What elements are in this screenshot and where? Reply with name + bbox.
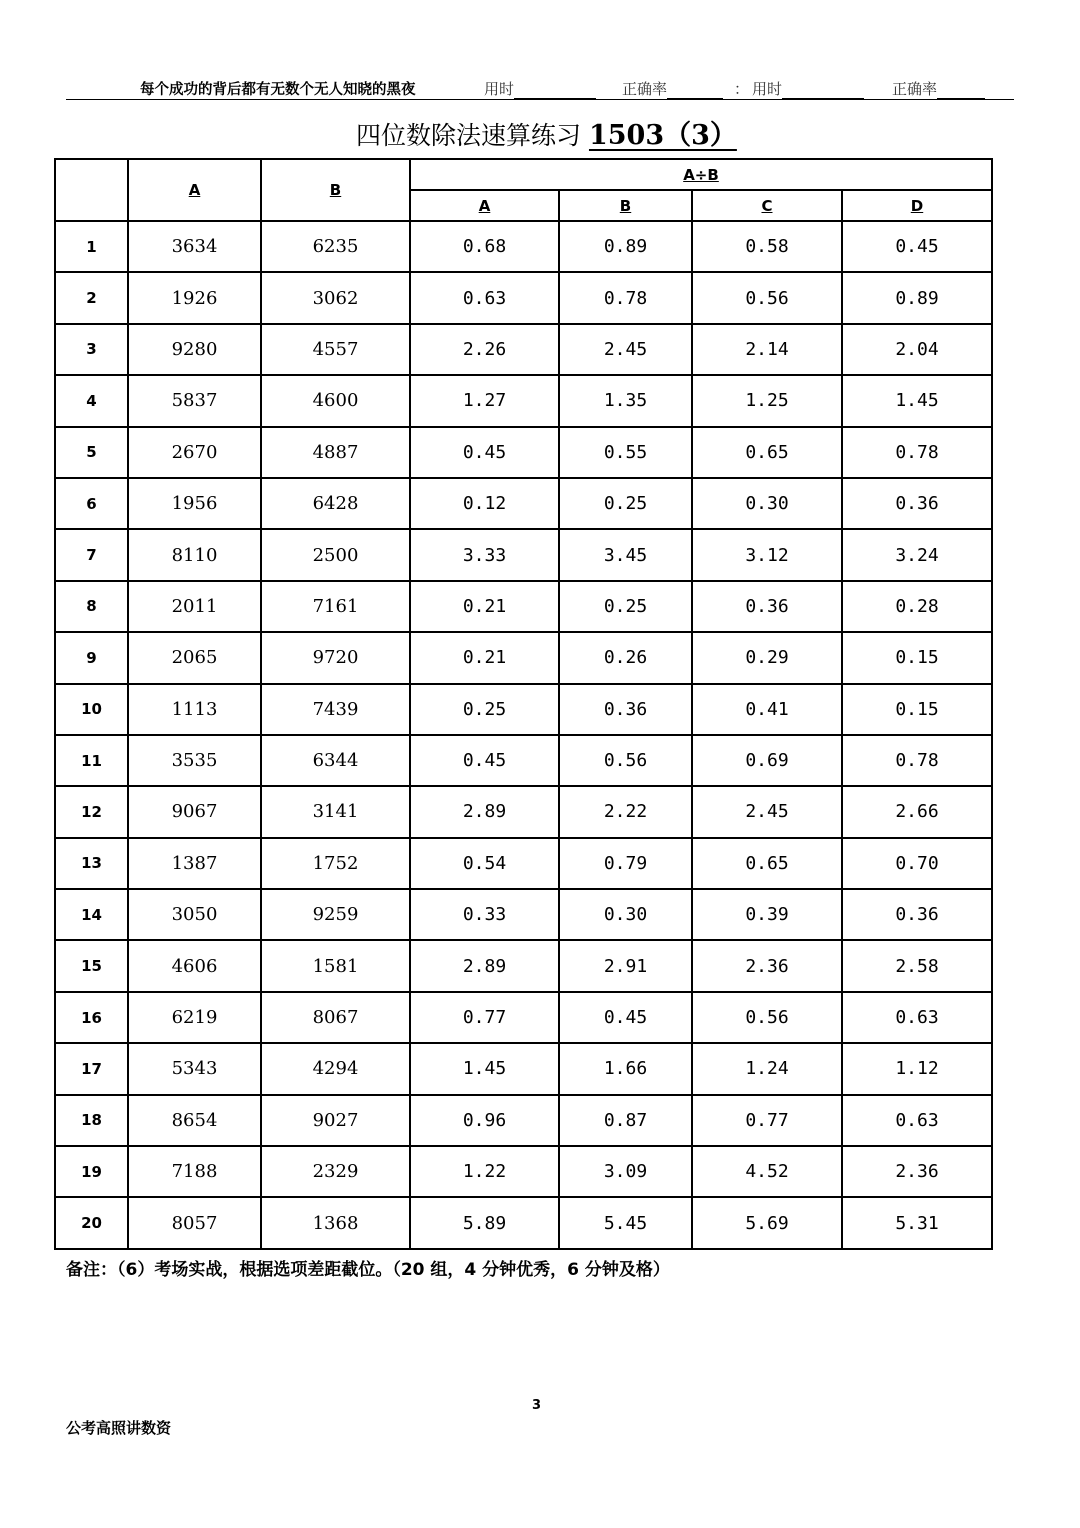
row-number: 18 (55, 1095, 128, 1146)
time-field-2 (752, 78, 864, 99)
option-b: 0.79 (559, 838, 692, 889)
option-b: 0.36 (559, 684, 692, 735)
option-b: 0.78 (559, 272, 692, 323)
option-b: 0.25 (559, 478, 692, 529)
option-a: 3.33 (410, 529, 559, 580)
option-d: 0.78 (842, 427, 992, 478)
row-number: 3 (55, 324, 128, 375)
table-body (55, 221, 992, 1249)
cell-b: 1752 (261, 838, 410, 889)
row-number: 17 (55, 1043, 128, 1094)
option-a: 5.89 (410, 1197, 559, 1248)
cell-a: 3050 (128, 889, 261, 940)
option-c: 0.65 (692, 838, 842, 889)
option-c: 0.58 (692, 221, 842, 272)
table-row (55, 324, 992, 375)
header-b: B (261, 159, 410, 221)
option-a: 0.25 (410, 684, 559, 735)
page-title (356, 113, 737, 151)
row-number: 10 (55, 684, 128, 735)
option-d: 0.15 (842, 684, 992, 735)
option-d: 0.63 (842, 1095, 992, 1146)
option-c: 2.36 (692, 940, 842, 991)
cell-a: 5837 (128, 375, 261, 426)
option-d: 0.78 (842, 735, 992, 786)
header-quotient-group: A÷B (410, 159, 992, 190)
row-number: 11 (55, 735, 128, 786)
option-d: 0.36 (842, 478, 992, 529)
table-row (55, 427, 992, 478)
cell-a: 1113 (128, 684, 261, 735)
time-label-2: 用时 (752, 80, 783, 98)
table-row (55, 735, 992, 786)
row-number: 20 (55, 1197, 128, 1248)
option-d: 0.45 (842, 221, 992, 272)
time-label-1: 用时 (484, 80, 515, 98)
accuracy-blank-1[interactable] (667, 83, 723, 99)
option-c: 0.65 (692, 427, 842, 478)
option-b: 2.45 (559, 324, 692, 375)
row-number: 8 (55, 581, 128, 632)
header-option-a: A (410, 190, 559, 221)
option-a: 0.63 (410, 272, 559, 323)
table-row (55, 940, 992, 991)
accuracy-field-2 (892, 78, 985, 99)
option-c: 4.52 (692, 1146, 842, 1197)
cell-a: 3535 (128, 735, 261, 786)
option-a: 1.45 (410, 1043, 559, 1094)
row-number: 6 (55, 478, 128, 529)
time-blank-1[interactable] (514, 83, 596, 99)
row-number: 14 (55, 889, 128, 940)
row-number: 9 (55, 632, 128, 683)
option-a: 1.27 (410, 375, 559, 426)
cell-b: 4600 (261, 375, 410, 426)
footer-brand: 公考高照讲数资 (66, 1419, 172, 1437)
cell-b: 9720 (261, 632, 410, 683)
option-d: 0.36 (842, 889, 992, 940)
cell-a: 8057 (128, 1197, 261, 1248)
option-b: 2.91 (559, 940, 692, 991)
option-b: 0.89 (559, 221, 692, 272)
option-b: 0.25 (559, 581, 692, 632)
table-row (55, 375, 992, 426)
option-c: 0.56 (692, 272, 842, 323)
option-a: 0.68 (410, 221, 559, 272)
cell-a: 3634 (128, 221, 261, 272)
accuracy-blank-2[interactable] (937, 83, 985, 99)
cell-a: 9067 (128, 786, 261, 837)
row-number: 1 (55, 221, 128, 272)
table-row (55, 272, 992, 323)
cell-b: 6344 (261, 735, 410, 786)
option-d: 2.58 (842, 940, 992, 991)
option-b: 0.87 (559, 1095, 692, 1146)
row-number: 16 (55, 992, 128, 1043)
cell-b: 3062 (261, 272, 410, 323)
option-b: 3.09 (559, 1146, 692, 1197)
option-c: 0.29 (692, 632, 842, 683)
cell-b: 8067 (261, 992, 410, 1043)
table-row (55, 684, 992, 735)
cell-a: 2065 (128, 632, 261, 683)
cell-a: 1956 (128, 478, 261, 529)
cell-a: 2670 (128, 427, 261, 478)
cell-a: 1926 (128, 272, 261, 323)
option-d: 2.04 (842, 324, 992, 375)
cell-b: 9027 (261, 1095, 410, 1146)
option-d: 2.66 (842, 786, 992, 837)
option-c: 1.25 (692, 375, 842, 426)
cell-b: 4887 (261, 427, 410, 478)
cell-b: 3141 (261, 786, 410, 837)
option-a: 2.89 (410, 940, 559, 991)
option-d: 2.36 (842, 1146, 992, 1197)
header-option-c: C (692, 190, 842, 221)
header-option-b: B (559, 190, 692, 221)
option-c: 2.14 (692, 324, 842, 375)
cell-b: 4557 (261, 324, 410, 375)
accuracy-label-1: 正确率 (622, 80, 668, 98)
option-b: 0.30 (559, 889, 692, 940)
cell-b: 7439 (261, 684, 410, 735)
option-d: 5.31 (842, 1197, 992, 1248)
cell-b: 6235 (261, 221, 410, 272)
header-index (55, 159, 128, 221)
option-b: 0.55 (559, 427, 692, 478)
option-c: 2.45 (692, 786, 842, 837)
option-d: 0.89 (842, 272, 992, 323)
option-b: 1.35 (559, 375, 692, 426)
option-c: 0.41 (692, 684, 842, 735)
time-blank-2[interactable] (782, 83, 864, 99)
row-number: 2 (55, 272, 128, 323)
header-motto: 每个成功的背后都有无数个无人知晓的黑夜 (140, 82, 416, 98)
accuracy-field-1 (622, 78, 723, 99)
option-c: 0.69 (692, 735, 842, 786)
cell-b: 4294 (261, 1043, 410, 1094)
accuracy-label-2: 正确率 (892, 80, 938, 98)
table-row (55, 1197, 992, 1248)
note-text: 备注：（6）考场实战，根据选项差距截位。（20 组，4 分钟优秀，6 分钟及格） (66, 1260, 670, 1280)
table-row (55, 221, 992, 272)
option-a: 0.12 (410, 478, 559, 529)
option-c: 0.36 (692, 581, 842, 632)
row-number: 12 (55, 786, 128, 837)
option-a: 1.22 (410, 1146, 559, 1197)
option-a: 0.21 (410, 632, 559, 683)
table-row (55, 1095, 992, 1146)
header-a: A (128, 159, 261, 221)
option-a: 0.45 (410, 427, 559, 478)
table-row (55, 1146, 992, 1197)
cell-b: 2329 (261, 1146, 410, 1197)
cell-b: 1368 (261, 1197, 410, 1248)
cell-b: 9259 (261, 889, 410, 940)
option-c: 5.69 (692, 1197, 842, 1248)
page-number: 3 (532, 1398, 542, 1413)
option-b: 0.45 (559, 992, 692, 1043)
header-divider (66, 99, 1014, 100)
table-row (55, 889, 992, 940)
option-a: 0.45 (410, 735, 559, 786)
time-field-1 (484, 78, 596, 99)
exercise-table (54, 158, 993, 1250)
option-c: 1.24 (692, 1043, 842, 1094)
cell-a: 8654 (128, 1095, 261, 1146)
title-text: 四位数除法速算练习 (356, 121, 582, 150)
option-a: 0.33 (410, 889, 559, 940)
option-c: 0.56 (692, 992, 842, 1043)
option-a: 0.21 (410, 581, 559, 632)
option-a: 0.54 (410, 838, 559, 889)
cell-a: 7188 (128, 1146, 261, 1197)
cell-b: 2500 (261, 529, 410, 580)
header-separator: ： (734, 80, 750, 98)
option-b: 1.66 (559, 1043, 692, 1094)
title-code: 1503（3） (588, 120, 737, 151)
table-row (55, 478, 992, 529)
cell-a: 9280 (128, 324, 261, 375)
option-a: 0.96 (410, 1095, 559, 1146)
option-d: 0.70 (842, 838, 992, 889)
option-c: 0.77 (692, 1095, 842, 1146)
option-d: 3.24 (842, 529, 992, 580)
cell-a: 5343 (128, 1043, 261, 1094)
table-row (55, 786, 992, 837)
page-header (66, 76, 1014, 100)
table-row (55, 992, 992, 1043)
option-b: 3.45 (559, 529, 692, 580)
option-b: 0.56 (559, 735, 692, 786)
option-d: 0.63 (842, 992, 992, 1043)
row-number: 4 (55, 375, 128, 426)
option-a: 2.89 (410, 786, 559, 837)
table-row (55, 838, 992, 889)
header-option-d: D (842, 190, 992, 221)
cell-a: 4606 (128, 940, 261, 991)
option-b: 5.45 (559, 1197, 692, 1248)
option-d: 1.45 (842, 375, 992, 426)
cell-b: 6428 (261, 478, 410, 529)
cell-a: 8110 (128, 529, 261, 580)
row-number: 15 (55, 940, 128, 991)
option-a: 0.77 (410, 992, 559, 1043)
cell-a: 1387 (128, 838, 261, 889)
option-c: 0.39 (692, 889, 842, 940)
option-a: 2.26 (410, 324, 559, 375)
option-b: 0.26 (559, 632, 692, 683)
row-number: 5 (55, 427, 128, 478)
cell-a: 6219 (128, 992, 261, 1043)
table-row (55, 581, 992, 632)
option-c: 0.30 (692, 478, 842, 529)
row-number: 7 (55, 529, 128, 580)
cell-b: 1581 (261, 940, 410, 991)
table-row (55, 632, 992, 683)
table-row (55, 529, 992, 580)
option-d: 1.12 (842, 1043, 992, 1094)
cell-b: 7161 (261, 581, 410, 632)
option-d: 0.28 (842, 581, 992, 632)
option-d: 0.15 (842, 632, 992, 683)
row-number: 13 (55, 838, 128, 889)
option-c: 3.12 (692, 529, 842, 580)
option-b: 2.22 (559, 786, 692, 837)
table-row (55, 1043, 992, 1094)
row-number: 19 (55, 1146, 128, 1197)
cell-a: 2011 (128, 581, 261, 632)
